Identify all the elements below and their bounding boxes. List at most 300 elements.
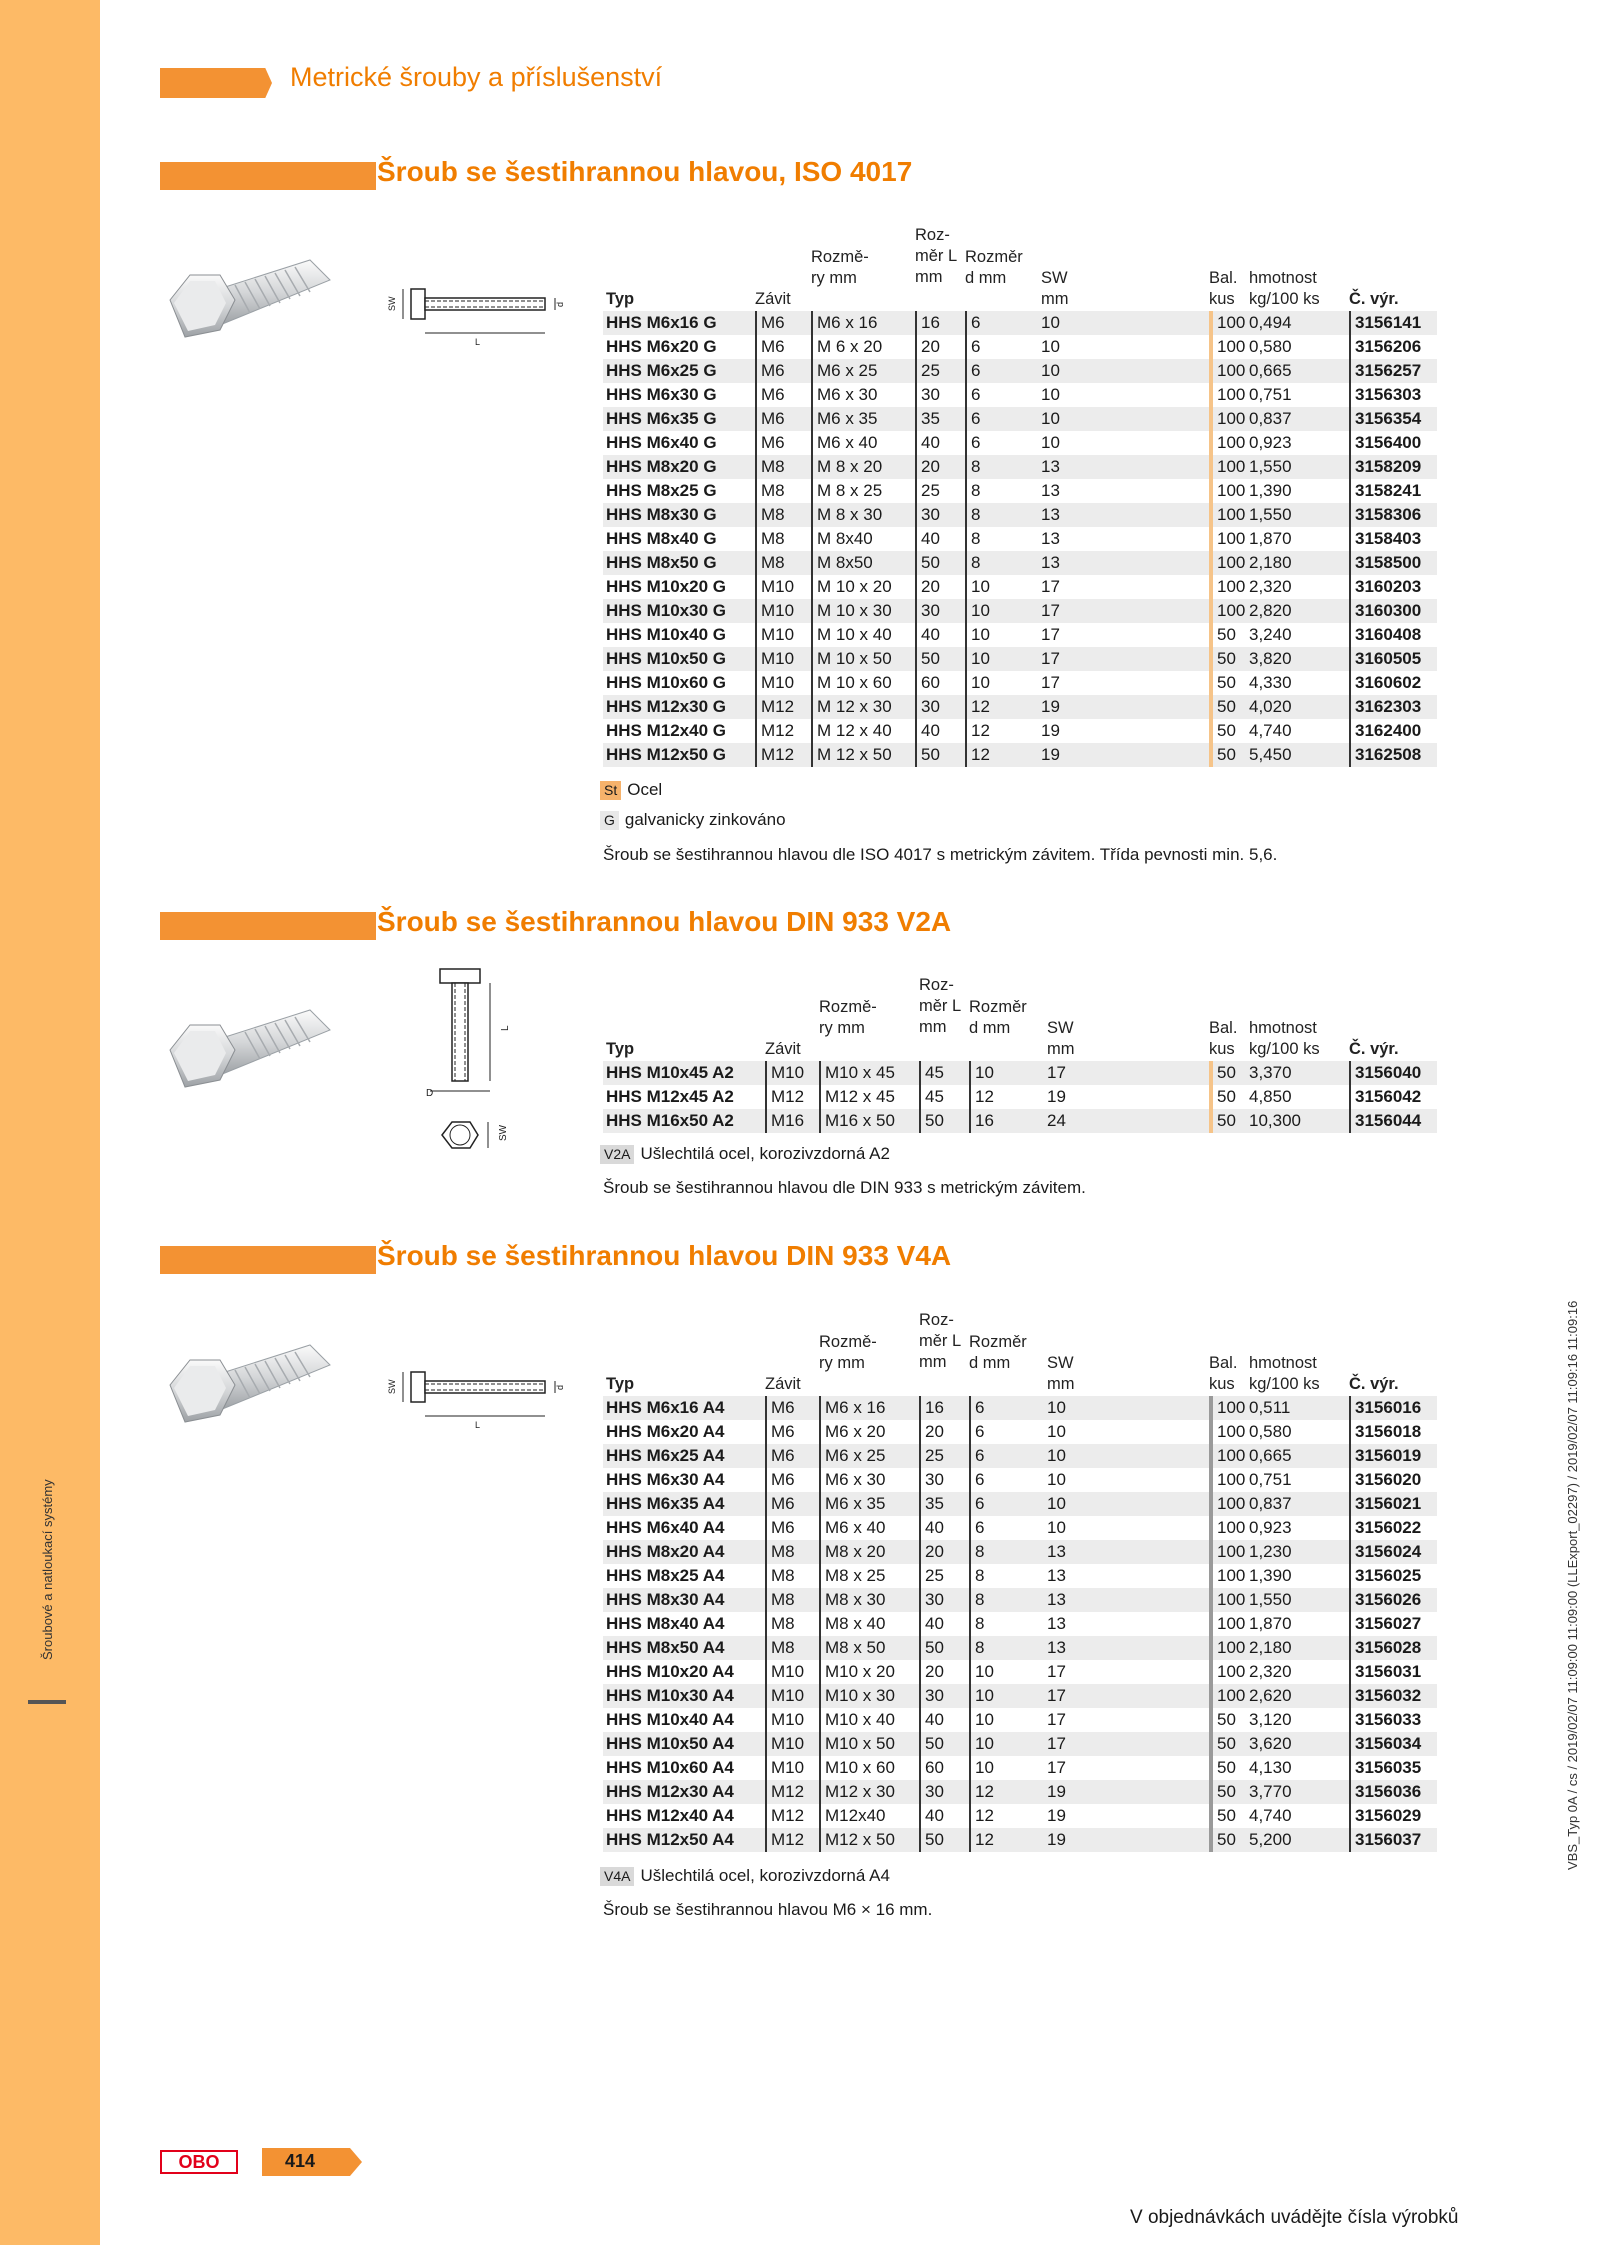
table-row <box>603 503 1437 527</box>
row-cislo: 3156035 <box>1349 1756 1421 1780</box>
row-hmotnost: 1,870 <box>1249 529 1292 548</box>
row-d: 6 <box>969 1492 984 1516</box>
row-hmotnost: 0,665 <box>1249 361 1292 380</box>
row-hmotnost: 3,770 <box>1249 1782 1292 1801</box>
row-d: 8 <box>969 1612 984 1636</box>
row-rozmery: M12 x 50 <box>819 1828 895 1852</box>
row-sw: 17 <box>1041 625 1060 644</box>
table-header <box>603 975 1437 1061</box>
row-rozmery: M6 x 35 <box>819 1492 885 1516</box>
row-zavit: M12 <box>765 1085 804 1109</box>
row-hmotnost: 2,180 <box>1249 1638 1292 1657</box>
sidebar-marker <box>28 1700 66 1704</box>
row-sw: 13 <box>1047 1542 1066 1561</box>
table-row <box>603 1636 1437 1660</box>
row-cislo: 3160505 <box>1349 647 1421 671</box>
row-sw: 13 <box>1047 1638 1066 1657</box>
row-cislo: 3156022 <box>1349 1516 1421 1540</box>
row-cislo: 3162303 <box>1349 695 1421 719</box>
row-zavit: M6 <box>765 1444 795 1468</box>
row-cislo: 3156040 <box>1349 1061 1421 1085</box>
row-typ: HHS M8x20 G <box>606 457 717 476</box>
row-hmotnost: 4,130 <box>1249 1758 1292 1777</box>
table-row <box>603 1588 1437 1612</box>
row-l: 35 <box>915 407 940 431</box>
bolt-photo <box>160 1330 360 1445</box>
row-sw: 10 <box>1047 1518 1066 1537</box>
table-row <box>603 1396 1437 1420</box>
row-hmotnost: 1,870 <box>1249 1614 1292 1633</box>
section-accent-bar <box>160 912 376 940</box>
row-bal: 50 <box>1209 1708 1236 1732</box>
row-l: 45 <box>919 1061 944 1085</box>
row-l: 30 <box>915 383 940 407</box>
col-typ: Typ <box>606 290 635 308</box>
row-hmotnost: 4,850 <box>1249 1087 1292 1106</box>
col-sw: SW mm <box>1047 1019 1075 1058</box>
row-cislo: 3156021 <box>1349 1492 1421 1516</box>
row-rozmery: M 8x50 <box>811 551 873 575</box>
table-row <box>603 1564 1437 1588</box>
row-zavit: M6 <box>755 359 785 383</box>
row-rozmery: M 8x40 <box>811 527 873 551</box>
row-sw: 13 <box>1041 457 1060 476</box>
row-typ: HHS M6x20 G <box>606 337 717 356</box>
row-rozmery: M6 x 30 <box>819 1468 885 1492</box>
row-typ: HHS M10x45 A2 <box>606 1063 734 1082</box>
row-zavit: M10 <box>755 575 794 599</box>
row-zavit: M6 <box>765 1468 795 1492</box>
row-sw: 19 <box>1047 1830 1066 1849</box>
section-description: Šroub se šestihrannou hlavou dle DIN 933 s metrickým závitem. <box>603 1178 1086 1197</box>
row-bal: 100 <box>1209 407 1245 431</box>
row-rozmery: M 12 x 30 <box>811 695 892 719</box>
row-rozmery: M6 x 35 <box>811 407 877 431</box>
row-d: 10 <box>969 1732 994 1756</box>
col-cislo: Č. výr. <box>1349 290 1399 308</box>
row-sw: 10 <box>1047 1398 1066 1417</box>
table-row <box>603 1109 1437 1133</box>
legend-item <box>600 810 786 830</box>
row-sw: 10 <box>1047 1494 1066 1513</box>
product-table <box>603 1310 1437 1852</box>
row-rozmery: M6 x 16 <box>811 311 877 335</box>
row-rozmery: M8 x 40 <box>819 1612 885 1636</box>
row-bal: 100 <box>1209 431 1245 455</box>
row-rozmery: M6 x 30 <box>811 383 877 407</box>
row-hmotnost: 4,740 <box>1249 1806 1292 1825</box>
row-l: 20 <box>915 335 940 359</box>
row-zavit: M10 <box>765 1708 804 1732</box>
row-sw: 13 <box>1041 505 1060 524</box>
row-rozmery: M 10 x 20 <box>811 575 892 599</box>
row-l: 60 <box>919 1756 944 1780</box>
row-d: 6 <box>965 407 980 431</box>
row-l: 25 <box>915 359 940 383</box>
table-row <box>603 431 1437 455</box>
row-sw: 13 <box>1041 481 1060 500</box>
dim-label-sw: SW <box>387 296 397 311</box>
row-typ: HHS M10x30 A4 <box>606 1686 734 1705</box>
row-bal: 50 <box>1209 1804 1236 1828</box>
row-typ: HHS M8x40 A4 <box>606 1614 725 1633</box>
row-sw: 10 <box>1041 385 1060 404</box>
row-sw: 19 <box>1047 1782 1066 1801</box>
row-zavit: M6 <box>755 383 785 407</box>
row-zavit: M10 <box>755 623 794 647</box>
row-rozmery: M8 x 25 <box>819 1564 885 1588</box>
row-bal: 100 <box>1209 1516 1245 1540</box>
row-zavit: M12 <box>755 719 794 743</box>
row-bal: 100 <box>1209 1684 1245 1708</box>
row-hmotnost: 0,580 <box>1249 337 1292 356</box>
row-cislo: 3156027 <box>1349 1612 1421 1636</box>
row-cislo: 3156206 <box>1349 335 1421 359</box>
row-sw: 17 <box>1047 1662 1066 1681</box>
row-zavit: M6 <box>765 1516 795 1540</box>
row-d: 6 <box>969 1468 984 1492</box>
row-l: 20 <box>919 1660 944 1684</box>
col-d: Rozměr d mm <box>965 248 1023 287</box>
row-typ: HHS M10x40 G <box>606 625 726 644</box>
row-l: 30 <box>919 1684 944 1708</box>
row-hmotnost: 0,751 <box>1249 1470 1292 1489</box>
row-cislo: 3158500 <box>1349 551 1421 575</box>
row-hmotnost: 0,837 <box>1249 1494 1292 1513</box>
row-l: 20 <box>915 575 940 599</box>
row-d: 6 <box>969 1396 984 1420</box>
col-sw: SW mm <box>1047 1354 1075 1393</box>
row-typ: HHS M12x50 A4 <box>606 1830 734 1849</box>
row-bal: 50 <box>1209 1085 1236 1109</box>
row-zavit: M8 <box>765 1612 795 1636</box>
table-row <box>603 623 1437 647</box>
row-typ: HHS M6x30 A4 <box>606 1470 725 1489</box>
col-rozmery: Rozmě- ry mm <box>819 1333 877 1372</box>
row-l: 30 <box>915 695 940 719</box>
col-sw: SW mm <box>1041 269 1069 308</box>
row-cislo: 3156016 <box>1349 1396 1421 1420</box>
legend-text: Ocel <box>627 780 663 799</box>
row-d: 10 <box>965 623 990 647</box>
row-cislo: 3156019 <box>1349 1444 1421 1468</box>
row-typ: HHS M8x40 G <box>606 529 717 548</box>
col-d: Rozměr d mm <box>969 1333 1027 1372</box>
dim-label-sw: SW <box>498 1124 509 1141</box>
legend-item <box>600 1144 890 1164</box>
row-d: 12 <box>969 1085 994 1109</box>
row-d: 12 <box>969 1828 994 1852</box>
row-hmotnost: 1,390 <box>1249 1566 1292 1585</box>
row-rozmery: M10 x 20 <box>819 1660 895 1684</box>
row-rozmery: M8 x 30 <box>819 1588 885 1612</box>
row-d: 8 <box>969 1564 984 1588</box>
page-number: 414 <box>285 2151 316 2171</box>
col-d: Rozměr d mm <box>969 998 1027 1037</box>
print-metadata: VBS_Typ 0A / cs / 2019/02/07 11:09:00 11:09:00 (LLExport_02297) / 2019/02/07 11:09:16 11:09:16 <box>1565 1300 1580 1870</box>
table-row <box>603 1061 1437 1085</box>
dim-label-d: D <box>426 1088 434 1099</box>
row-rozmery: M16 x 50 <box>819 1109 895 1133</box>
col-hmotnost: hmotnost kg/100 ks <box>1249 1019 1320 1058</box>
row-sw: 13 <box>1047 1566 1066 1585</box>
row-sw: 17 <box>1047 1063 1066 1082</box>
row-zavit: M8 <box>755 455 785 479</box>
row-sw: 10 <box>1047 1470 1066 1489</box>
row-bal: 50 <box>1209 1780 1236 1804</box>
row-bal: 100 <box>1209 1540 1245 1564</box>
col-bal: Bal. kus <box>1209 269 1238 308</box>
row-rozmery: M6 x 16 <box>819 1396 885 1420</box>
row-typ: HHS M6x30 G <box>606 385 717 404</box>
table-row <box>603 1780 1437 1804</box>
row-l: 50 <box>919 1828 944 1852</box>
row-sw: 13 <box>1041 553 1060 572</box>
row-hmotnost: 3,120 <box>1249 1710 1292 1729</box>
row-sw: 19 <box>1041 697 1060 716</box>
row-l: 50 <box>915 551 940 575</box>
row-cislo: 3156303 <box>1349 383 1421 407</box>
row-typ: HHS M10x60 G <box>606 673 726 692</box>
row-zavit: M8 <box>755 479 785 503</box>
row-d: 12 <box>969 1804 994 1828</box>
section-description: Šroub se šestihrannou hlavou dle ISO 4017 s metrickým závitem. Třída pevnosti min. 5,6. <box>603 845 1278 864</box>
row-l: 40 <box>919 1612 944 1636</box>
row-zavit: M6 <box>755 335 785 359</box>
row-hmotnost: 4,330 <box>1249 673 1292 692</box>
row-sw: 10 <box>1041 409 1060 428</box>
row-bal: 100 <box>1209 359 1245 383</box>
row-hmotnost: 0,923 <box>1249 1518 1292 1537</box>
row-rozmery: M 8 x 25 <box>811 479 882 503</box>
row-cislo: 3156026 <box>1349 1588 1421 1612</box>
dim-label-d: d <box>555 301 565 307</box>
row-d: 8 <box>965 551 980 575</box>
row-l: 30 <box>919 1468 944 1492</box>
row-hmotnost: 3,240 <box>1249 625 1292 644</box>
row-zavit: M10 <box>755 671 794 695</box>
row-bal: 100 <box>1209 1420 1245 1444</box>
row-l: 40 <box>915 623 940 647</box>
row-rozmery: M 8 x 30 <box>811 503 882 527</box>
row-sw: 17 <box>1041 577 1060 596</box>
table-row <box>603 647 1437 671</box>
row-sw: 19 <box>1041 745 1060 764</box>
table-row <box>603 335 1437 359</box>
row-zavit: M6 <box>765 1396 795 1420</box>
row-zavit: M8 <box>755 527 785 551</box>
row-cislo: 3158241 <box>1349 479 1421 503</box>
row-typ: HHS M10x50 A4 <box>606 1734 734 1753</box>
row-hmotnost: 2,180 <box>1249 553 1292 572</box>
row-typ: HHS M8x30 A4 <box>606 1590 725 1609</box>
row-zavit: M10 <box>755 647 794 671</box>
row-zavit: M10 <box>765 1684 804 1708</box>
col-zavit: Závit <box>765 1375 801 1393</box>
row-hmotnost: 1,230 <box>1249 1542 1292 1561</box>
section-title: Šroub se šestihrannou hlavou DIN 933 V4A <box>377 1240 952 1271</box>
row-hmotnost: 2,320 <box>1249 1662 1292 1681</box>
row-cislo: 3156354 <box>1349 407 1421 431</box>
row-hmotnost: 1,390 <box>1249 481 1292 500</box>
table-row <box>603 1540 1437 1564</box>
table-row <box>603 671 1437 695</box>
row-l: 35 <box>919 1492 944 1516</box>
row-l: 40 <box>919 1804 944 1828</box>
row-sw: 19 <box>1041 721 1060 740</box>
col-bal: Bal. kus <box>1209 1354 1238 1393</box>
row-rozmery: M 6 x 20 <box>811 335 882 359</box>
table-row <box>603 1684 1437 1708</box>
row-typ: HHS M12x40 G <box>606 721 726 740</box>
row-rozmery: M6 x 25 <box>811 359 877 383</box>
row-bal: 100 <box>1209 575 1245 599</box>
row-zavit: M12 <box>755 695 794 719</box>
legend-item <box>600 780 662 800</box>
row-d: 10 <box>969 1708 994 1732</box>
row-bal: 100 <box>1209 1588 1245 1612</box>
table-row <box>603 1420 1437 1444</box>
row-rozmery: M 12 x 50 <box>811 743 892 767</box>
row-d: 12 <box>965 719 990 743</box>
table-row <box>603 383 1437 407</box>
row-l: 50 <box>915 647 940 671</box>
row-sw: 17 <box>1041 673 1060 692</box>
row-rozmery: M6 x 20 <box>819 1420 885 1444</box>
row-typ: HHS M6x16 G <box>606 313 717 332</box>
col-zavit: Závit <box>765 1040 801 1058</box>
row-bal: 100 <box>1209 1636 1245 1660</box>
row-zavit: M6 <box>755 407 785 431</box>
table-row <box>603 359 1437 383</box>
bolt-photo <box>160 245 360 360</box>
row-sw: 10 <box>1047 1422 1066 1441</box>
row-typ: HHS M12x40 A4 <box>606 1806 734 1825</box>
row-typ: HHS M8x50 G <box>606 553 717 572</box>
row-rozmery: M10 x 40 <box>819 1708 895 1732</box>
row-bal: 50 <box>1209 1061 1236 1085</box>
table-row <box>603 599 1437 623</box>
row-rozmery: M12 x 30 <box>819 1780 895 1804</box>
table-row <box>603 479 1437 503</box>
section-accent-bar <box>160 1246 376 1274</box>
row-l: 40 <box>915 431 940 455</box>
row-zavit: M8 <box>765 1540 795 1564</box>
dim-label-l: L <box>475 337 481 347</box>
sidebar-strip <box>0 0 100 2245</box>
row-d: 6 <box>969 1420 984 1444</box>
table-row <box>603 1828 1437 1852</box>
row-bal: 100 <box>1209 1660 1245 1684</box>
row-bal: 100 <box>1209 455 1245 479</box>
table-row <box>603 1492 1437 1516</box>
row-rozmery: M 12 x 40 <box>811 719 892 743</box>
row-hmotnost: 0,751 <box>1249 385 1292 404</box>
row-typ: HHS M6x16 A4 <box>606 1398 725 1417</box>
row-hmotnost: 3,820 <box>1249 649 1292 668</box>
row-cislo: 3160408 <box>1349 623 1421 647</box>
table-row <box>603 407 1437 431</box>
table-row <box>603 695 1437 719</box>
row-zavit: M8 <box>755 551 785 575</box>
row-cislo: 3156400 <box>1349 431 1421 455</box>
row-sw: 19 <box>1047 1806 1066 1825</box>
row-cislo: 3158209 <box>1349 455 1421 479</box>
section-accent-bar <box>160 162 376 190</box>
row-hmotnost: 2,320 <box>1249 577 1292 596</box>
sidebar-label: Šroubové a natloukací systémy <box>40 1479 55 1660</box>
row-rozmery: M 10 x 30 <box>811 599 892 623</box>
section-title: Šroub se šestihrannou hlavou DIN 933 V2A <box>377 906 952 937</box>
row-l: 30 <box>915 599 940 623</box>
row-rozmery: M6 x 40 <box>819 1516 885 1540</box>
row-cislo: 3156257 <box>1349 359 1421 383</box>
row-hmotnost: 1,550 <box>1249 505 1292 524</box>
row-typ: HHS M6x20 A4 <box>606 1422 725 1441</box>
row-d: 8 <box>965 479 980 503</box>
row-sw: 13 <box>1047 1614 1066 1633</box>
row-typ: HHS M10x50 G <box>606 649 726 668</box>
col-l: Roz- měr L mm <box>919 976 961 1036</box>
row-cislo: 3160602 <box>1349 671 1421 695</box>
row-typ: HHS M8x50 A4 <box>606 1638 725 1657</box>
row-hmotnost: 0,837 <box>1249 409 1292 428</box>
row-typ: HHS M12x50 G <box>606 745 726 764</box>
table-row <box>603 1085 1437 1109</box>
row-rozmery: M10 x 45 <box>819 1061 895 1085</box>
bolt-dimension-diagram <box>385 1368 565 1438</box>
table-row <box>603 719 1437 743</box>
row-sw: 13 <box>1041 529 1060 548</box>
row-typ: HHS M10x20 G <box>606 577 726 596</box>
row-cislo: 3160203 <box>1349 575 1421 599</box>
row-bal: 50 <box>1209 1756 1236 1780</box>
row-hmotnost: 3,370 <box>1249 1063 1292 1082</box>
row-typ: HHS M8x25 A4 <box>606 1566 725 1585</box>
table-row <box>603 1468 1437 1492</box>
row-d: 6 <box>965 311 980 335</box>
row-sw: 10 <box>1041 337 1060 356</box>
dim-label-d: d <box>555 1384 565 1390</box>
row-typ: HHS M10x30 G <box>606 601 726 620</box>
row-sw: 10 <box>1041 433 1060 452</box>
row-hmotnost: 5,450 <box>1249 745 1292 764</box>
section-title: Šroub se šestihrannou hlavou, ISO 4017 <box>377 156 913 187</box>
row-zavit: M8 <box>765 1588 795 1612</box>
row-l: 20 <box>919 1540 944 1564</box>
table-row <box>603 1732 1437 1756</box>
row-typ: HHS M6x25 A4 <box>606 1446 725 1465</box>
row-zavit: M10 <box>765 1660 804 1684</box>
col-cislo: Č. výr. <box>1349 1375 1399 1393</box>
row-bal: 100 <box>1209 1468 1245 1492</box>
row-bal: 50 <box>1209 1732 1236 1756</box>
row-hmotnost: 10,300 <box>1249 1111 1301 1130</box>
row-sw: 17 <box>1041 601 1060 620</box>
material-badge: V4A <box>600 1867 634 1886</box>
row-hmotnost: 0,511 <box>1249 1398 1291 1417</box>
row-bal: 100 <box>1209 599 1245 623</box>
row-cislo: 3156025 <box>1349 1564 1421 1588</box>
table-row <box>603 1804 1437 1828</box>
row-cislo: 3156033 <box>1349 1708 1421 1732</box>
col-rozmery: Rozmě- ry mm <box>811 248 869 287</box>
row-cislo: 3156032 <box>1349 1684 1421 1708</box>
col-zavit: Závit <box>755 290 791 308</box>
row-bal: 100 <box>1209 1492 1245 1516</box>
row-l: 40 <box>915 719 940 743</box>
table-row <box>603 575 1437 599</box>
